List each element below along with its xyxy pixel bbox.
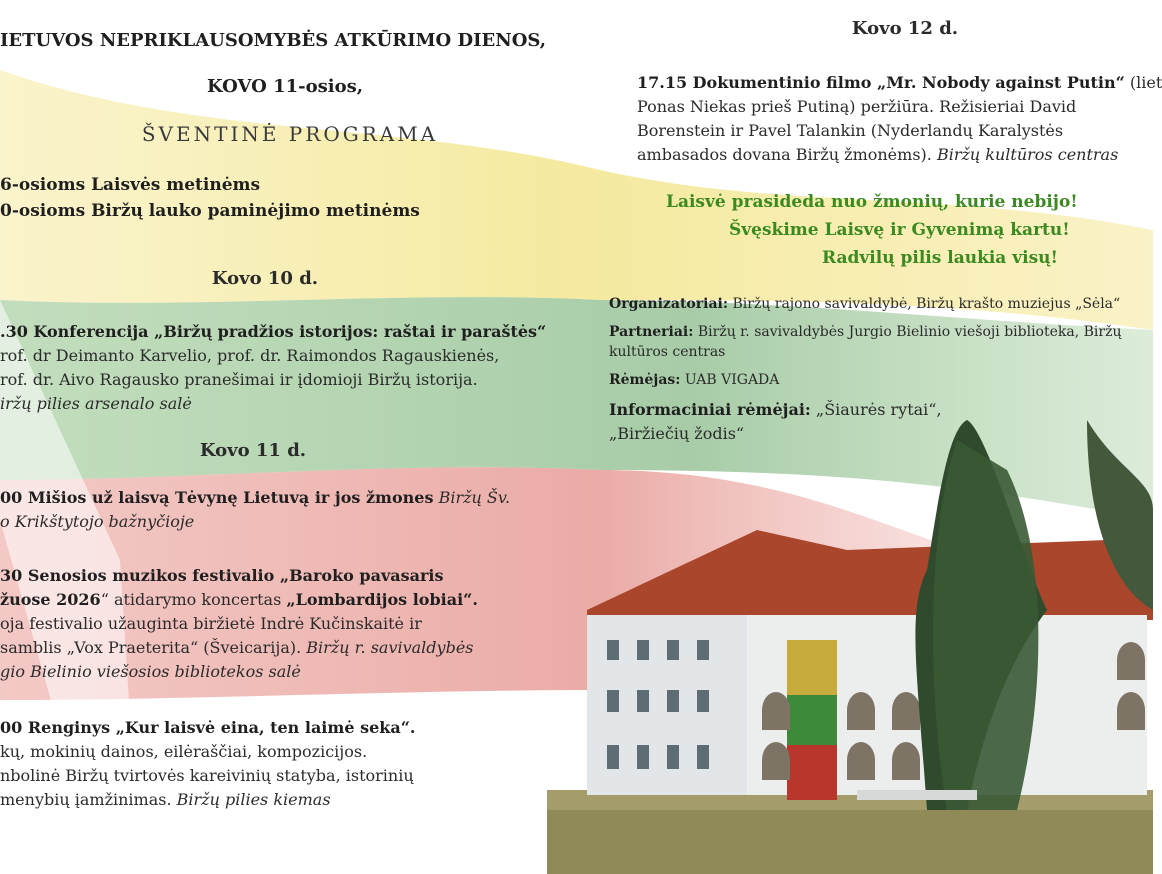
- slogan-3: Radvilų pilis laukia visų!: [822, 248, 1058, 268]
- day11-event1-place-b: o Krikštytojo bažnyčioje: [0, 512, 195, 531]
- birzai-castle-photo: [547, 410, 1153, 874]
- day12-event-line4: ambasados dovana Biržų žmonėms).: [637, 145, 932, 164]
- day12-event-line3: Borenstein ir Pavel Talankin (Nyderlandų Karalystės: [637, 121, 1064, 140]
- day11-event2-line1: 30 Senosios muzikos festivalio „Baroko pavasaris: [0, 566, 444, 585]
- partners-value-a: Biržų r. savivaldybės Jurgio Bielinio viešoji biblioteka, Biržų: [693, 324, 1122, 340]
- day11-event1-title: 00 Mišios už laisvą Tėvynę Lietuvą ir jos žmones: [0, 488, 434, 507]
- day11-event2-line2-bold: žuose 2026: [0, 590, 101, 609]
- day10-event-line2: rof. dr Deimanto Karvelio, prof. dr. Raimondos Ragauskienės,: [0, 346, 500, 365]
- slogan-2: Švęskime Laisvę ir Gyvenimą kartu!: [729, 220, 1070, 240]
- day11-event2-place-a: Biržų r. savivaldybės: [306, 638, 474, 657]
- day11-event-1: [0, 486, 560, 534]
- organizers-value: Biržų rajono savivaldybė, Biržų krašto muziejus „Sėla“: [728, 296, 1121, 312]
- day10-event-title: .30 Konferencija „Biržų pradžios istorijos: raštai ir paraštės“: [0, 322, 547, 341]
- day11-event2-line3: oja festivalio užauginta biržietė Indrė Kučinskaitė ir: [0, 614, 422, 633]
- day12-event-line2: Ponas Niekas prieš Putiną) peržiūra. Režisieriai David: [637, 97, 1077, 116]
- day11-event3-place: Biržų pilies kiemas: [176, 790, 331, 809]
- partners-label: Partneriai:: [609, 324, 694, 340]
- slogan-1: Laisvė prasideda nuo žmonių, kurie nebijo!: [666, 192, 1078, 212]
- day10-event-place: iržų pilies arsenalo salė: [0, 394, 192, 413]
- day11-event2-line4: samblis „Vox Praeterita“ (Šveicarija).: [0, 638, 302, 657]
- info-sponsors-value-b: „Biržiečių žodis“: [609, 424, 745, 443]
- day12-event-place: Biržų kultūros centras: [936, 145, 1119, 164]
- day11-event-2: [0, 564, 560, 684]
- day11-event-3: [0, 716, 560, 812]
- day11-event1-place-a: Biržų Šv.: [438, 488, 511, 507]
- info-sponsors-label: Informaciniai rėmėjai:: [609, 400, 811, 419]
- day12-heading: Kovo 12 d.: [851, 18, 959, 39]
- day11-event3-line3: nbolinė Biržų tvirtovės kareivinių statyba, istorinių: [0, 766, 414, 785]
- header-title-line2: KOVO 11-osios,: [206, 76, 364, 97]
- anniversary-line2: 0-osioms Biržų lauko paminėjimo metinėms: [0, 201, 420, 221]
- credits: [609, 294, 1153, 446]
- sponsor-label: Rėmėjas:: [609, 372, 681, 388]
- program-title: ŠVENTINĖ PROGRAMA: [141, 122, 439, 146]
- day11-event3-line2: kų, mokinių dainos, eilėraščiai, kompozicijos.: [0, 742, 368, 761]
- partners-value-b: kultūros centras: [609, 344, 726, 360]
- day11-event2-line2-mid: “ atidarymo koncertas: [100, 590, 287, 609]
- day11-event2-place-b: gio Bielinio viešosios bibliotekos salė: [0, 662, 301, 681]
- day11-event3-line4: menybių įamžinimas.: [0, 790, 172, 809]
- info-sponsors-value-a: „Šiaurės rytai“,: [810, 400, 942, 419]
- day11-heading: Kovo 11 d.: [199, 440, 307, 461]
- header-title-line1: IETUVOS NEPRIKLAUSOMYBĖS ATKŪRIMO DIENOS,: [0, 30, 547, 51]
- sponsor-value: UAB VIGADA: [680, 372, 780, 388]
- day10-event-line3: rof. dr. Aivo Ragausko pranešimai ir įdomioji Biržų istorija.: [0, 370, 478, 389]
- day10-heading: Kovo 10 d.: [211, 268, 319, 289]
- day12-event-title: 17.15 Dokumentinio filmo „Mr. Nobody against Putin“: [637, 73, 1125, 92]
- day12-event: [637, 71, 1162, 167]
- organizers-label: Organizatoriai:: [609, 296, 729, 312]
- day11-event3-title: 00 Renginys „Kur laisvė eina, ten laimė seka“.: [0, 718, 416, 737]
- day12-event-tail: (liet: [1124, 73, 1162, 92]
- day10-event: [0, 320, 560, 416]
- anniversary-line1: 6-osioms Laisvės metinėms: [0, 175, 261, 195]
- day11-event2-line2-bold2: „Lombardijos lobiai“.: [286, 590, 478, 609]
